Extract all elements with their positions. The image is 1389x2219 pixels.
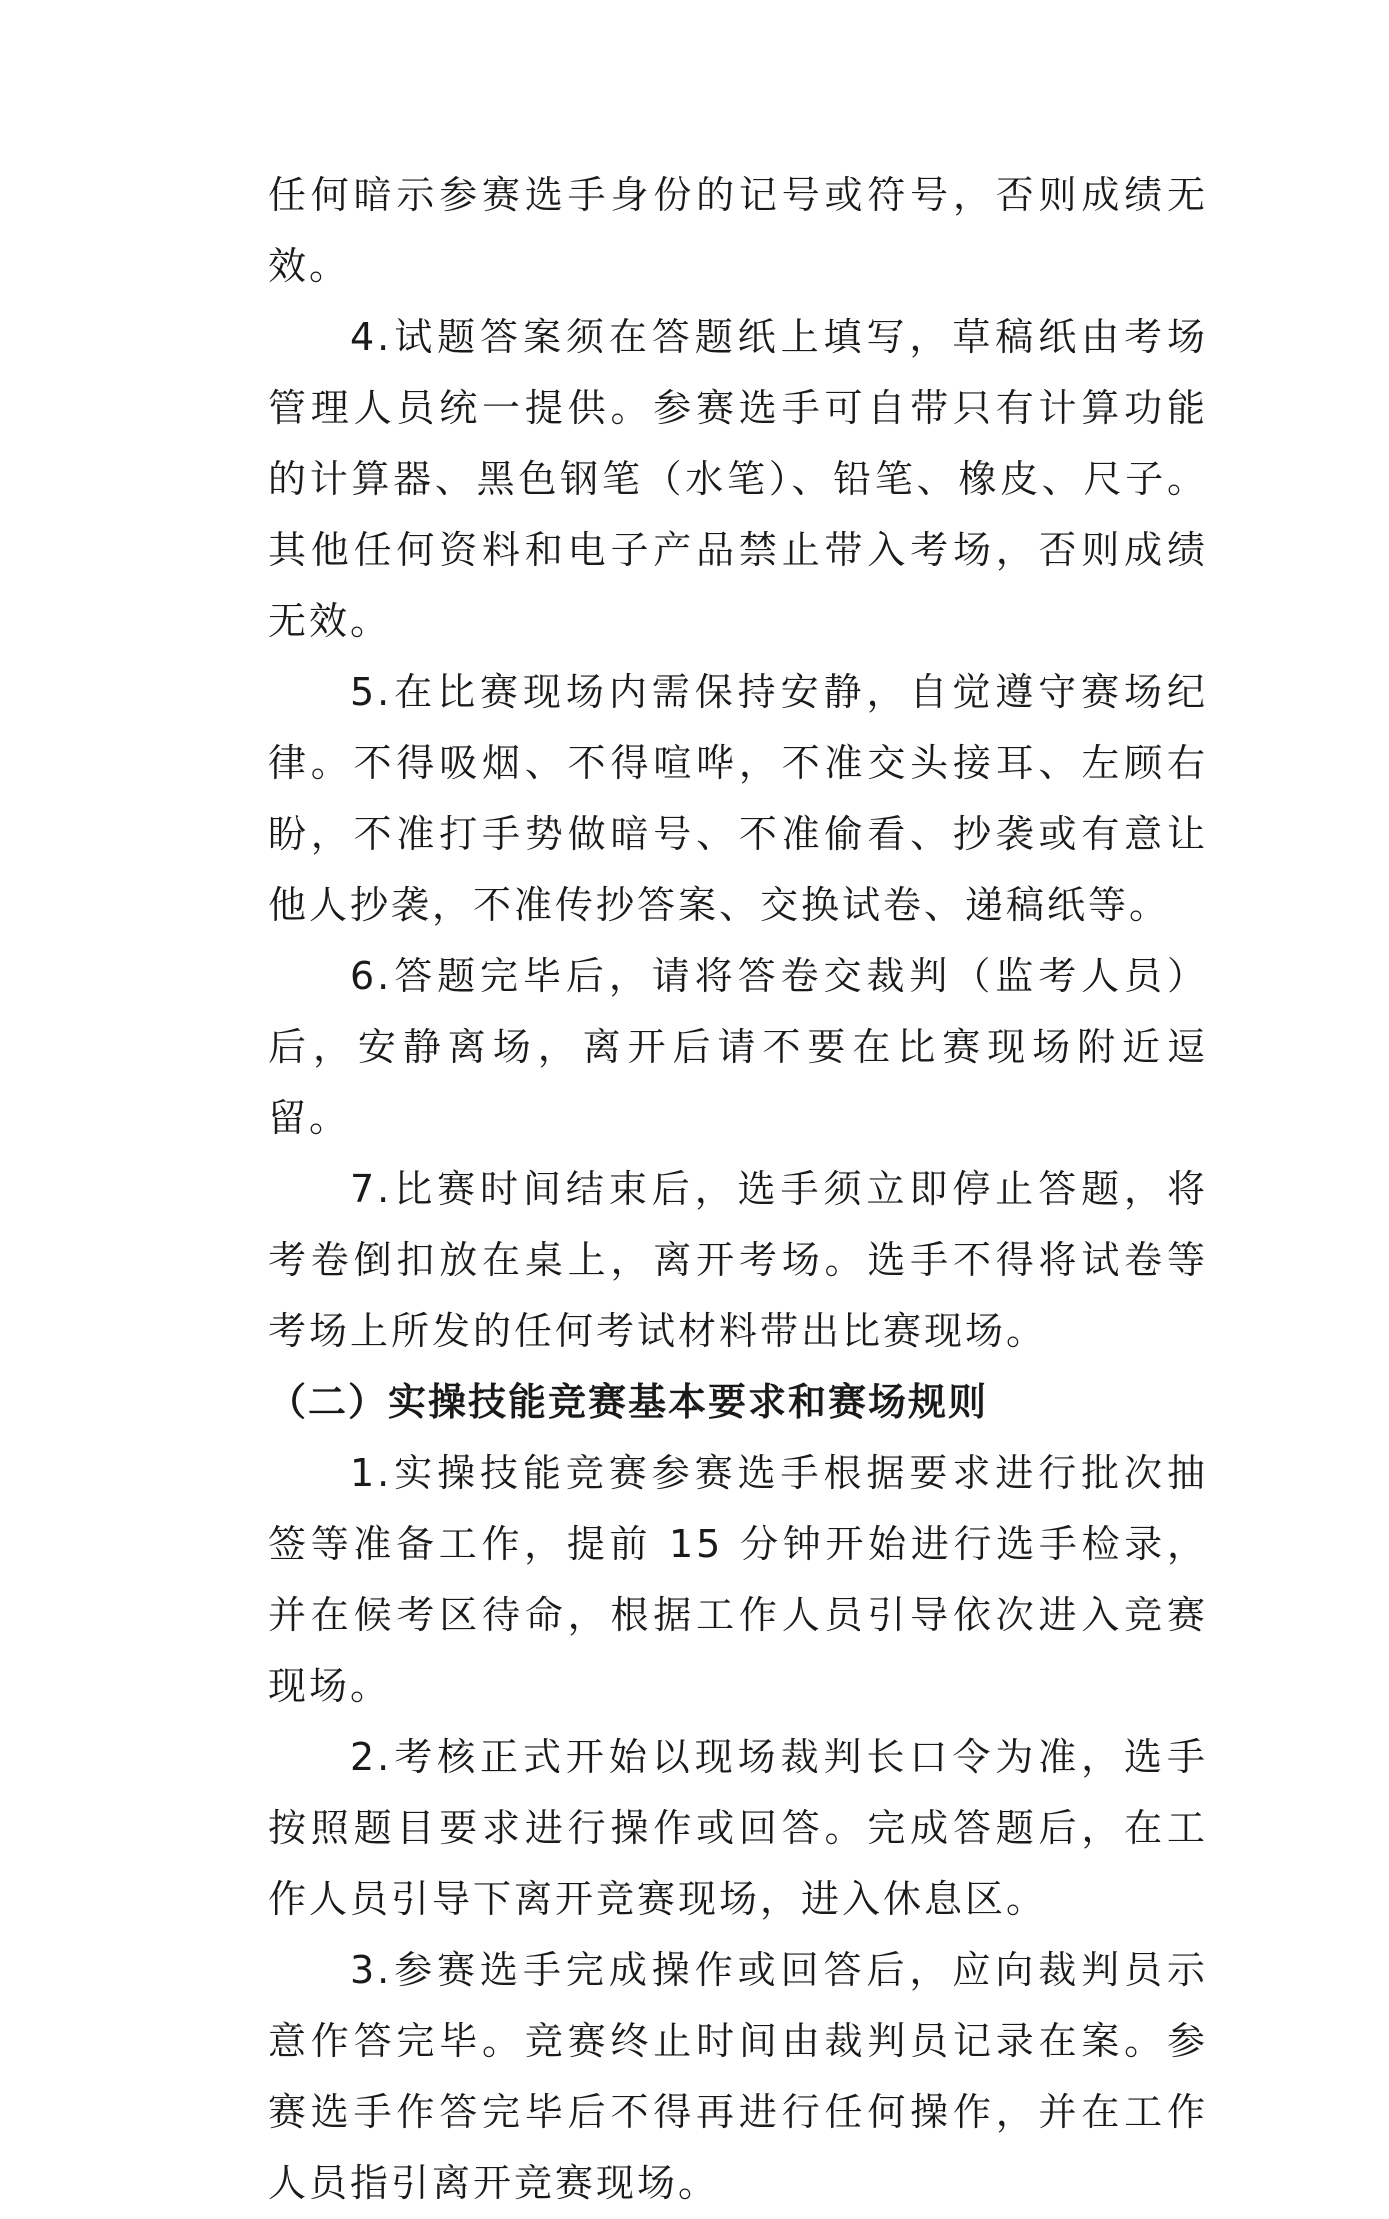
- paragraph-continuation: 任何暗示参赛选手身份的记号或符号，否则成绩无效。: [268, 173, 1208, 288]
- document-body: [268, 160, 1208, 2219]
- paragraph-rule-6: 6.答题完毕后，请将答卷交裁判（监考人员）后，安静离场，离开后请不要在比赛现场附近逗留。: [268, 954, 1208, 1140]
- paragraph-practical-1: 1.实操技能竞赛参赛选手根据要求进行批次抽签等准备工作，提前 15 分钟开始进行选手检录，并在候考区待命，根据工作人员引导依次进入竞赛现场。: [268, 1451, 1208, 1708]
- paragraph-practical-3: 3.参赛选手完成操作或回答后，应向裁判员示意作答完毕。竞赛终止时间由裁判员记录在案。参赛选手作答完毕后不得再进行任何操作，并在工作人员指引离开竞赛现场。: [268, 1948, 1208, 2205]
- section-heading: （二）实操技能竞赛基本要求和赛场规则: [268, 1380, 989, 1424]
- paragraph-practical-2: 2.考核正式开始以现场裁判长口令为准，选手按照题目要求进行操作或回答。完成答题后，在工作人员引导下离开竞赛现场，进入休息区。: [268, 1735, 1208, 1921]
- paragraph-rule-7: 7.比赛时间结束后，选手须立即停止答题，将考卷倒扣放在桌上，离开考场。选手不得将试卷等考场上所发的任何考试材料带出比赛现场。: [268, 1167, 1208, 1353]
- paragraph-rule-5: 5.在比赛现场内需保持安静，自觉遵守赛场纪律。不得吸烟、不得喧哗，不准交头接耳、左顾右盼，不准打手势做暗号、不准偷看、抄袭或有意让他人抄袭，不准传抄答案、交换试卷、递稿纸等。: [268, 670, 1208, 927]
- paragraph-rule-4: 4.试题答案须在答题纸上填写，草稿纸由考场管理人员统一提供。参赛选手可自带只有计算功能的计算器、黑色钢笔（水笔）、铅笔、橡皮、尺子。其他任何资料和电子产品禁止带入考场，否则成绩无效。: [268, 315, 1208, 643]
